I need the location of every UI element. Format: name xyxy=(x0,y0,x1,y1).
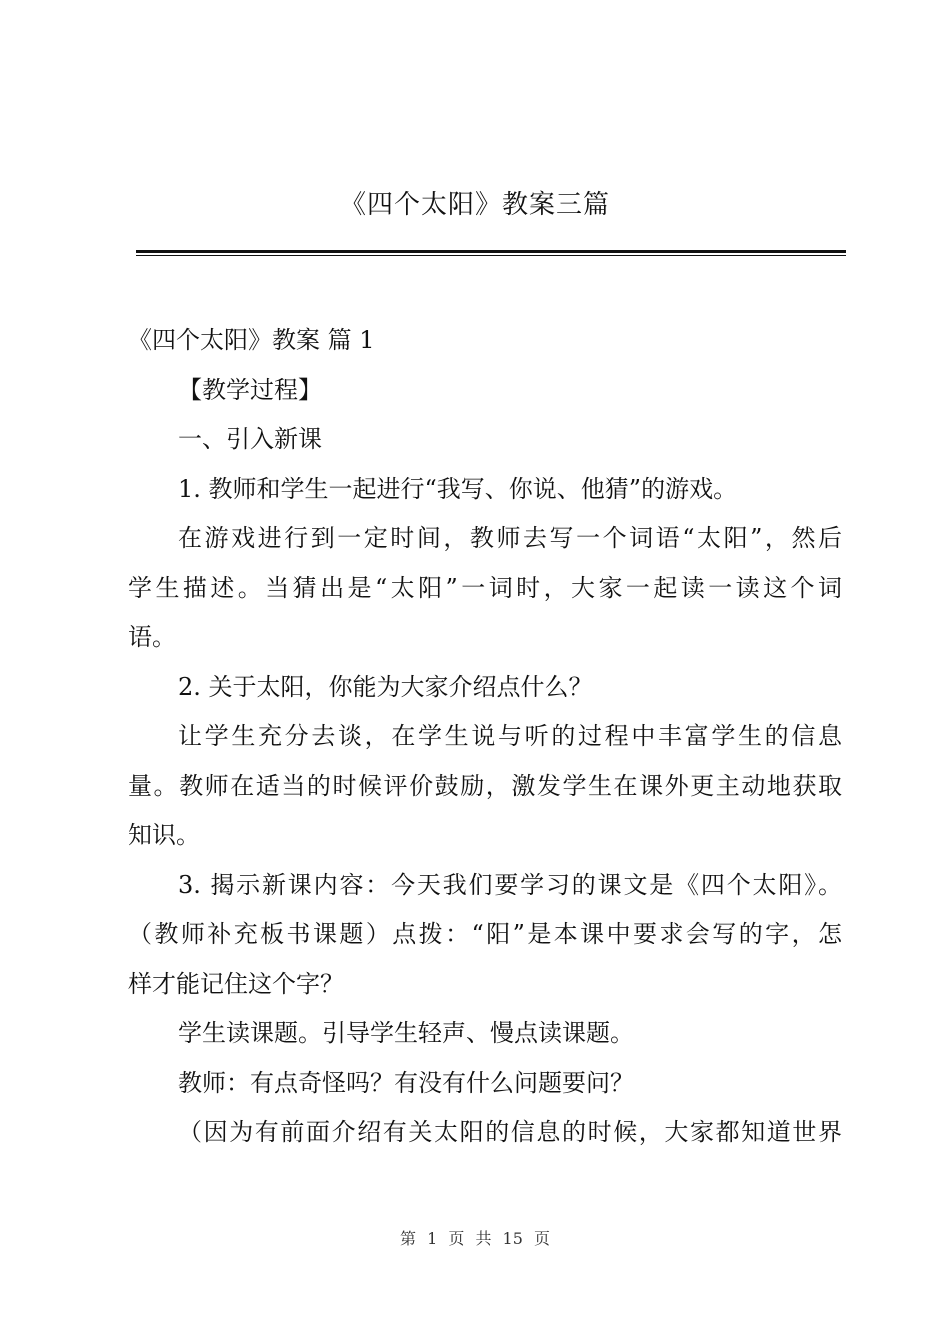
paragraph-line: 语。 xyxy=(128,623,176,651)
section-heading: 《四个太阳》教案 篇 1 xyxy=(128,326,375,354)
paragraph-line: 3. 揭示新课内容：今天我们要学习的课文是《四个太阳》。 xyxy=(178,870,842,899)
page-footer: 第 1 页 共 15 页 xyxy=(400,1229,550,1248)
paragraph-line: （因为有前面介绍有关太阳的信息的时候，大家都知道世界 xyxy=(178,1118,842,1146)
paragraph-line: 【教学过程】 xyxy=(178,375,322,404)
paragraph-line: 一、引入新课 xyxy=(178,425,322,453)
paragraph-line: 学生描述。当猜出是“太阳”一词时，大家一起读一读这个词 xyxy=(128,573,842,602)
title-divider xyxy=(136,250,846,256)
paragraph-line: 学生读课题。引导学生轻声、慢点读课题。 xyxy=(178,1019,634,1047)
paragraph-line: 2. 关于太阳，你能为大家介绍点什么？ xyxy=(178,672,593,701)
paragraph-line: （教师补充板书课题）点拨：“阳”是本课中要求会写的字，怎 xyxy=(128,920,842,948)
paragraph-line: 让学生充分去谈，在学生说与听的过程中丰富学生的信息 xyxy=(178,722,842,750)
paragraph-line: 样才能记住这个字？ xyxy=(128,969,344,998)
paragraph-line: 教师：有点奇怪吗？有没有什么问题要问？ xyxy=(178,1068,634,1097)
document-body xyxy=(128,316,842,1158)
document-title: 《四个太阳》教案三篇 xyxy=(339,190,610,220)
paragraph-line: 在游戏进行到一定时间，教师去写一个词语“太阳”，然后 xyxy=(178,524,842,552)
paragraph-line: 1. 教师和学生一起进行“我写、你说、他猜”的游戏。 xyxy=(178,474,738,503)
paragraph-line: 量。教师在适当的时候评价鼓励，激发学生在课外更主动地获取 xyxy=(128,771,842,800)
paragraph-line: 知识。 xyxy=(128,821,200,849)
